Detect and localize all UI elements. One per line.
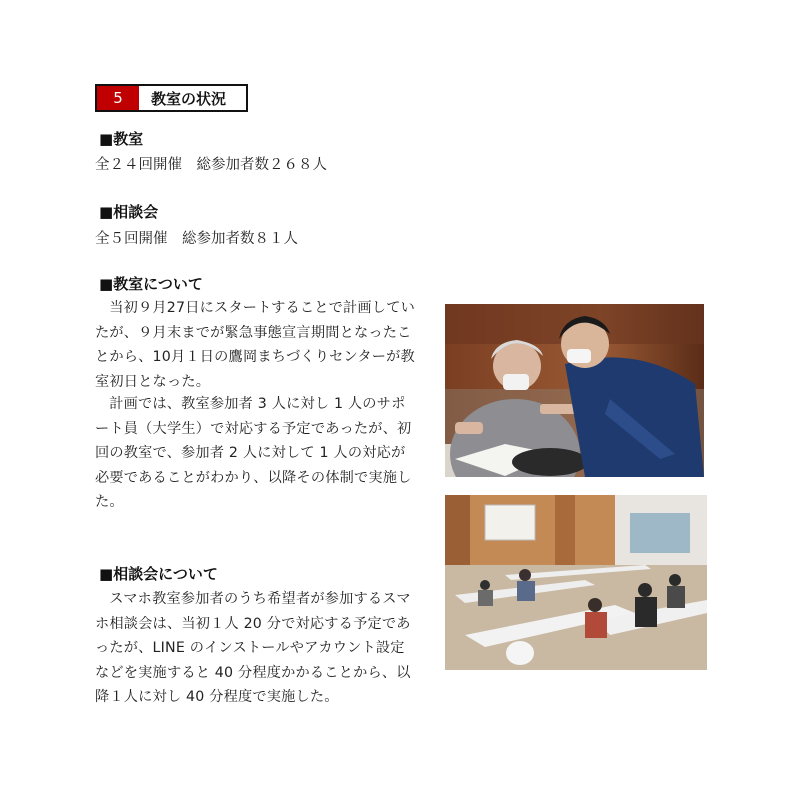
about-classroom-heading: ■教室について xyxy=(99,275,203,293)
section-title: 教室の状況 xyxy=(151,89,227,108)
consultation-summary: 全５回開催 総参加者数８１人 xyxy=(95,231,298,247)
about-classroom-paragraph-2: 計画では、教室参加者 3 人に対し 1 人のサポート員（大学生）で対応する予定であったが、初回の教室で、参加者 2 人に対して 1 人の対応が必要であることがわかり、以降その体制で実施した。 xyxy=(95,396,412,510)
about-consultation-paragraph: スマホ教室参加者のうち希望者が参加するスマホ相談会は、当初１人 20 分で対応する予定であったが、LINE のインストールやアカウント設定などを実施すると 40 分程度かかることから、以降１人に対し 40 分程度で実施した。 xyxy=(95,591,411,705)
section-number: 5 xyxy=(97,86,139,110)
photo-support-session-image xyxy=(445,304,704,477)
classroom-heading: ■教室 xyxy=(99,130,144,148)
photo-consultation-hall-image xyxy=(445,495,707,670)
section-header xyxy=(95,84,248,112)
photo-support-session xyxy=(445,304,704,477)
about-classroom-paragraph-1: 当初９月27日にスタートすることで計画していたが、９月末までが緊急事態宣言期間となったことから、10月１日の鷹岡まちづくりセンターが教室初日となった。 xyxy=(95,300,415,390)
classroom-summary: 全２４回開催 総参加者数２６８人 xyxy=(95,157,327,173)
photo-consultation-hall xyxy=(445,495,707,670)
consultation-heading: ■相談会 xyxy=(99,203,159,221)
about-consultation-heading: ■相談会について xyxy=(99,565,218,583)
